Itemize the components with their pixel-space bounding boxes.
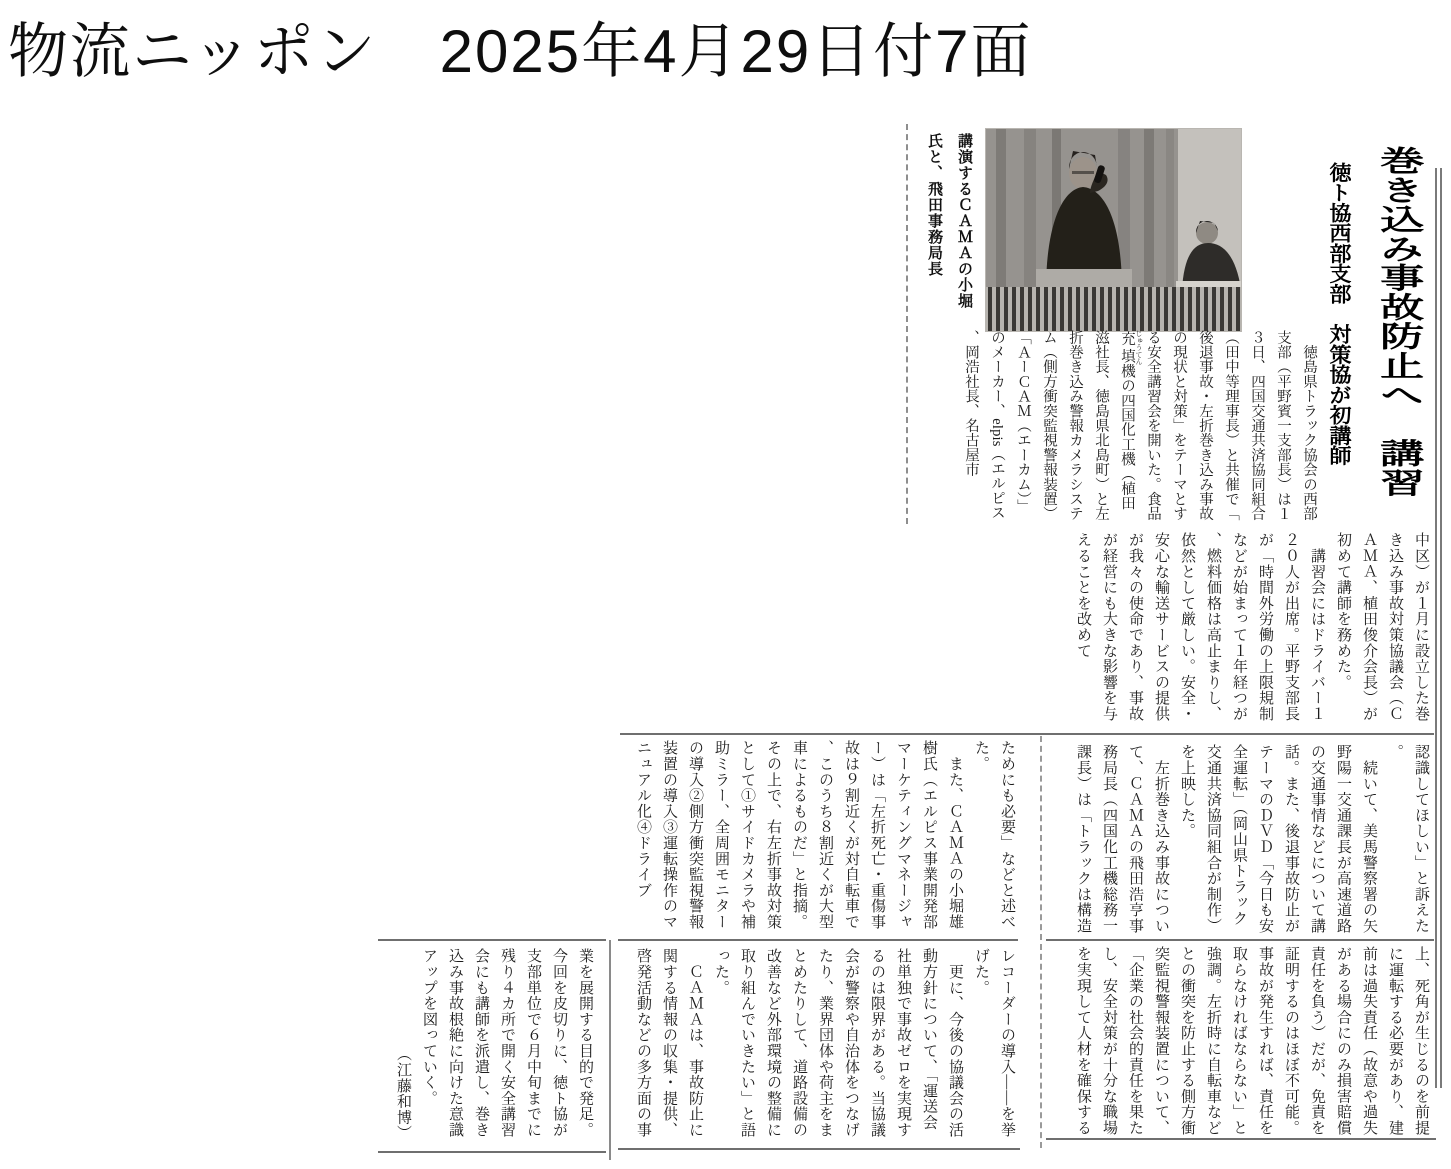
glasses [1072,171,1094,174]
lecture-photo-graphic [986,129,1241,331]
podium-grille [986,287,1241,331]
horizontal-rule-mid-left [378,939,606,941]
article-subheadline: 徳ト協西部支部 対策協が初講師 [1327,162,1352,466]
page-title: 物流ニッポン 2025年4月29日付7面 [8,18,1033,85]
article-column-block-d: ためにも必要」などと述べた。 また、ＣＡＭＡの小堀雄樹氏（エルピス事業開発部マーケティングマネージャー）は「左折死亡・重傷事故は９割近くが対自転車で、このうち８割近くが大型車によるものだ」と指摘。その上で、右左折事故対策として①サイドカメラや補助ミラー、全周囲モニターの導入②側方衝突監視警報装置の導入③運転操作のマニュアル化④ドライブ [635,740,1015,930]
vertical-dashed-rule-center [1040,736,1042,1148]
article-column-block-c: 上、死角が生じるのを前提に運転する必要があり、建前は過失責任（故意や過失がある場合にのみ損害賠償責任を負う）だが、免責を証明するのはほぼ不可能。事故が発生すれば、責任を取らなければならない」と強調。左折時に自転車などとの衝突を防止する側方衝突監視警報装置について、「企業の社会的責任を果たし、安全対策が十分な職場を実現して人材を確保する [1075,946,1429,1136]
article-photo [985,128,1242,332]
clipping-torn-edge [906,124,908,524]
horizontal-rule-bottom-center [618,1148,1020,1150]
article-column-block-b: 認識してほしい」と訴えた。 続いて、美馬警察署の矢野陽一交通課長が高速道路の交通事情などについて講話。また、後退事故防止がテーマのＤＶＤ「今日も安全運転」（岡山県トラック交通共済協同組合が制作）を上映した。 左折巻き込み事故について、ＣＡＭＡの飛田浩亨事務局長（四国化工機総務一課長）は「トラックは構造 [1075,744,1429,934]
vertical-double-rule-right [1435,168,1442,1088]
horizontal-rule-mid-center [618,939,1018,941]
horizontal-rule-top [620,733,1434,735]
photo-caption: 講演するＣＡＭＡの小堀氏と、飛田事務局長 [926,133,973,309]
horizontal-rule-bottom-left [378,1151,606,1153]
article-headline: 巻き込み事故防止へ 講習 [1373,146,1423,497]
article-column-block-a: 中区）が１月に設立した巻き込み事故対策協議会（ＣＡＭＡ、植田俊介会長）が初めて講師を務めた。 講習会にはドライバー１２０人が出席。平野支部長が「時間外労働の上限規制などが始まって１年経つが、燃料価格は高止まりし、依然として厳しい。安全・安心な輸送サービスの提供が我々の使命であり、事故が経営にも大きな影響を与えることを改めて [1075,532,1429,722]
article-lead-paragraph: 徳島県トラック協会の西部支部（平野賓一支部長）は１３日、四国交通共済協同組合（田中等理事長）と共催で「後退事故・左折巻き込み事故の現状と対策」をテーマとする安全講習会を開いた。食品充填 じゅうてん機の四国化工機（植田滋社長、徳島県北島町）と左折巻き込み警報カメラシステム（側方衝突監視警報装置）「ＡーＣＡＭ（エーカム）」のメーカー、elpis（エルピス、岡浩社長、名古屋市 [963,330,1317,522]
horizontal-rule-bottom-right [1046,1138,1436,1140]
horizontal-rule-mid-right [1046,939,1434,941]
article-column-block-e: レコーダーの導入——を挙げた。 更に、今後の協議会の活動方針について、「運送会社単独で事故ゼロを実現するのは限界がある。当協議会が警察や自治体をつなげたり、業界団体や荷主をまとめたりして、道路設備の改善など外部環境の整備に取り組んでいきたい」と語った。 ＣＡＭＡは、事故防止に関する情報の収集・提供、啓発活動などの多方面の事 [635,948,1015,1138]
vertical-rule-bottom-left [609,940,611,1160]
article-column-block-f: 業を展開する目的で発足。今回を皮切りに、徳ト協が支部単位で６月中旬までに残り４カ所で開く安全講習会にも講師を派遣し、巻き込み事故根絶に向けた意識アップを図っていく。 （江藤和博） [395,948,593,1141]
